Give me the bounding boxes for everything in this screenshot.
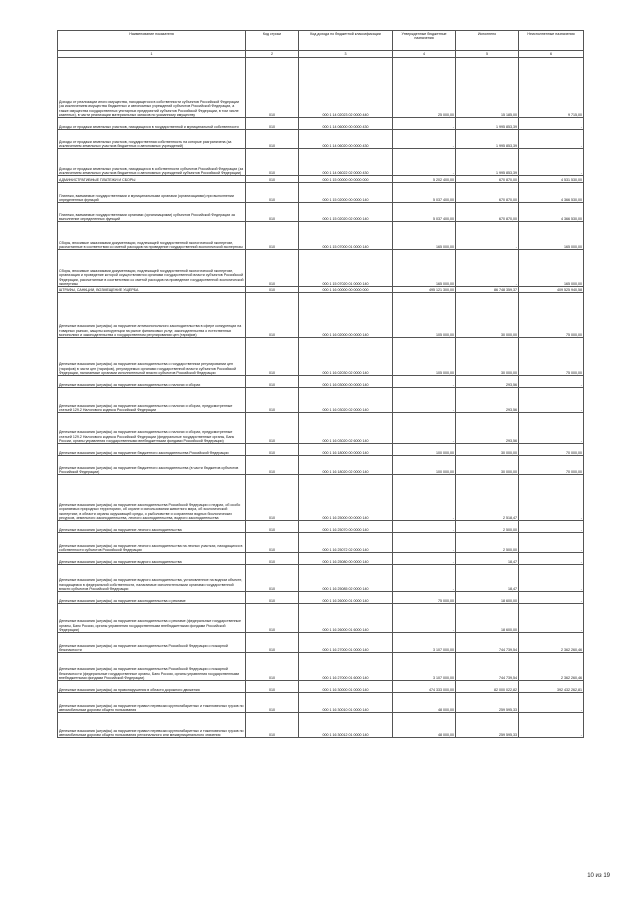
row-indicator-name: Платежи, взимаемые государственными органами (организациями) субъектов Российской Федерации за выполнение определенных функций xyxy=(58,203,246,222)
row-budget-code: 000 1 16 30010 01 0000 140 xyxy=(299,693,393,713)
row-approved-value: 474 333 000,00 xyxy=(393,681,456,693)
row-line-code: 010 xyxy=(246,176,299,183)
row-line-code: 010 xyxy=(246,287,299,293)
table-row xyxy=(58,444,584,456)
row-approved-value: - xyxy=(393,604,456,633)
row-unexecuted-value: 70 000,00 xyxy=(519,444,584,456)
row-approved-value: 3 107 000,00 xyxy=(393,633,456,653)
table-row xyxy=(58,388,584,413)
row-executed-value: 82 000 022,82 xyxy=(456,681,519,693)
row-unexecuted-value: 4 531 530,00 xyxy=(519,176,584,183)
row-indicator-name: Денежные взыскания (штрафы) за нарушение правил перевозки крупногабаритных и тяжеловесных грузов по автомобильным дорогам общего пользования xyxy=(58,693,246,713)
row-line-code: 010 xyxy=(246,118,299,130)
row-executed-value: 18 600,00 xyxy=(456,592,519,604)
row-executed-value: 1 995 853,39 xyxy=(456,130,519,149)
row-line-code: 010 xyxy=(246,338,299,376)
row-unexecuted-value: - xyxy=(519,553,584,565)
row-line-code: 010 xyxy=(246,592,299,604)
table-row xyxy=(58,222,584,250)
table-row xyxy=(58,149,584,176)
row-budget-code: 000 1 16 30000 01 0000 140 xyxy=(299,681,393,693)
table-row xyxy=(58,653,584,681)
row-indicator-name: Денежные взыскания (штрафы) за нарушение законодательства Российской Федерации о недрах, об особо охраняемых природных территориях, об охране и использовании животного мира, об экологической экспертизе, в области охраны окружающей среды, о рыболовстве и сохранении водных биологических ресурсов, земельного законодательства, лесного законодательства, водного законодательства xyxy=(58,475,246,521)
row-approved-value: 100 000,00 xyxy=(393,444,456,456)
row-executed-value: 2 500,00 xyxy=(456,533,519,553)
row-line-code: 010 xyxy=(246,250,299,287)
table-row xyxy=(58,293,584,338)
row-executed-value: 293,56 xyxy=(456,388,519,413)
header-line-code: Код строки xyxy=(246,31,299,51)
row-indicator-name: Денежные взыскания (штрафы) за нарушение правил перевозки крупногабаритных и тяжеловесных грузов по автомобильным дорогам общего пользования регионального или межмуниципального значения xyxy=(58,713,246,738)
row-indicator-name: Денежные взыскания (штрафы) за правонарушения в области дорожного движения xyxy=(58,681,246,693)
row-unexecuted-value: 165 000,00 xyxy=(519,222,584,250)
row-line-code: 010 xyxy=(246,203,299,222)
row-budget-code: 000 1 16 25080 00 0000 140 xyxy=(299,553,393,565)
row-executed-value: 18 600,00 xyxy=(456,604,519,633)
column-number: 3 xyxy=(299,51,393,58)
row-indicator-name: Денежные взыскания (штрафы) за нарушение водного законодательства xyxy=(58,553,246,565)
row-unexecuted-value: 70 000,00 xyxy=(519,456,584,475)
header-indicator-name: Наименование показателя xyxy=(58,31,246,51)
row-unexecuted-value: - xyxy=(519,130,584,149)
row-unexecuted-value: 392 432 262,81 xyxy=(519,681,584,693)
row-approved-value: 5 037 400,00 xyxy=(393,183,456,203)
row-budget-code: 000 1 15 07000 01 0000 140 xyxy=(299,222,393,250)
row-executed-value: 30 000,00 xyxy=(456,338,519,376)
row-executed-value: - xyxy=(456,250,519,287)
row-unexecuted-value: 409 525 940,58 xyxy=(519,287,584,293)
page-number: 10 из 19 xyxy=(587,873,610,879)
row-unexecuted-value: - xyxy=(519,376,584,388)
row-executed-value: 259 595,33 xyxy=(456,713,519,738)
row-approved-value: - xyxy=(393,521,456,533)
row-budget-code: 000 1 16 25085 02 0000 140 xyxy=(299,565,393,592)
row-line-code: 010 xyxy=(246,713,299,738)
table-row xyxy=(58,130,584,149)
row-line-code: 010 xyxy=(246,521,299,533)
table-row xyxy=(58,604,584,633)
row-budget-code: 000 1 16 03020 02 6000 140 xyxy=(299,413,393,444)
row-indicator-name: Денежные взыскания (штрафы) за нарушение бюджетного законодательства Российской Федерации xyxy=(58,444,246,456)
row-executed-value: 744 739,54 xyxy=(456,653,519,681)
table-row xyxy=(58,681,584,693)
row-unexecuted-value: - xyxy=(519,388,584,413)
row-approved-value: - xyxy=(393,118,456,130)
row-indicator-name: Денежные взыскания (штрафы) за нарушение законодательства о рекламе xyxy=(58,592,246,604)
row-approved-value: 3 107 000,00 xyxy=(393,653,456,681)
row-approved-value: - xyxy=(393,413,456,444)
row-unexecuted-value: 4 366 530,00 xyxy=(519,203,584,222)
row-approved-value: 5 202 400,00 xyxy=(393,176,456,183)
row-line-code: 010 xyxy=(246,533,299,553)
row-unexecuted-value: - xyxy=(519,592,584,604)
row-budget-code: 000 1 16 02000 00 0000 140 xyxy=(299,293,393,338)
column-number: 1 xyxy=(58,51,246,58)
row-line-code: 010 xyxy=(246,183,299,203)
row-indicator-name: Сборы, вносимые заказчиками документации, подлежащей государственной экологической экспертизе, рассчитанные в соответствии со сметой расходов на проведение государственной экологической экспертизы xyxy=(58,222,246,250)
header-unexecuted: Неисполненные назначения xyxy=(519,31,584,51)
row-indicator-name: Денежные взыскания (штрафы) за нарушение законодательства Российской Федерации о пожарной безопасности xyxy=(58,633,246,653)
row-approved-value: 100 000,00 xyxy=(393,456,456,475)
row-line-code: 010 xyxy=(246,222,299,250)
header-budget-code: Код дохода по бюджетной классификации xyxy=(299,31,393,51)
row-line-code: 010 xyxy=(246,456,299,475)
table-row xyxy=(58,118,584,130)
row-line-code: 010 xyxy=(246,444,299,456)
row-line-code: 010 xyxy=(246,130,299,149)
row-line-code: 010 xyxy=(246,681,299,693)
table-row xyxy=(58,203,584,222)
row-executed-value: 670 870,00 xyxy=(456,183,519,203)
row-line-code: 010 xyxy=(246,413,299,444)
row-unexecuted-value: 9 715,00 xyxy=(519,58,584,118)
row-executed-value: 670 870,00 xyxy=(456,203,519,222)
table-header-row xyxy=(58,31,584,51)
row-budget-code: 000 1 16 03000 00 0000 140 xyxy=(299,376,393,388)
row-unexecuted-value: - xyxy=(519,413,584,444)
table-row xyxy=(58,413,584,444)
row-indicator-name: АДМИНИСТРАТИВНЫЕ ПЛАТЕЖИ И СБОРЫ xyxy=(58,176,246,183)
table-body xyxy=(58,58,584,738)
row-executed-value: 2 518,47 xyxy=(456,475,519,521)
row-budget-code: 000 1 16 27000 01 6000 140 xyxy=(299,653,393,681)
row-indicator-name: Денежные взыскания (штрафы) за нарушение водного законодательства, установленное на водном объекте, находящемся в федеральной собственности, налагаемые исполнительными органами государственной власти субъектов Российской Федерации xyxy=(58,565,246,592)
row-line-code: 010 xyxy=(246,653,299,681)
row-indicator-name: Денежные взыскания (штрафы) за нарушение законодательства о налогах и сборах, предусмотренные статьей 129.2 Налогового кодекса Российской Федерации (федеральные государственные органы, Банк России, органы управления государственными внебюджетными фондами Российской Федерации) xyxy=(58,413,246,444)
table-row xyxy=(58,565,584,592)
row-indicator-name: Платежи, взимаемые государственными и муниципальными органами (организациями) при выполнении определенных функций xyxy=(58,183,246,203)
row-line-code: 010 xyxy=(246,388,299,413)
table-row xyxy=(58,176,584,183)
row-unexecuted-value: - xyxy=(519,475,584,521)
row-executed-value: 293,56 xyxy=(456,376,519,388)
row-indicator-name: Денежные взыскания (штрафы) за нарушение антимонопольного законодательства в сфере конкуренции на товарных рынках, защиты конкуренции на рынке финансовых услуг, законодательства о естественных монополиях и законодательства о государственном регулировании цен (тарифов) xyxy=(58,293,246,338)
row-line-code: 010 xyxy=(246,633,299,653)
row-budget-code: 000 1 16 18020 02 0000 140 xyxy=(299,456,393,475)
row-executed-value: 1 995 853,39 xyxy=(456,149,519,176)
row-indicator-name: Денежные взыскания (штрафы) за нарушение законодательства Российской Федерации о пожарной безопасности (федеральные государственные органы, Банк России, органы управления государственными внебюджетными фондами Российской Федерации) xyxy=(58,653,246,681)
table-row xyxy=(58,58,584,118)
row-budget-code: 000 1 16 25072 02 0000 140 xyxy=(299,533,393,553)
row-budget-code: 000 1 16 02030 02 0000 140 xyxy=(299,338,393,376)
row-budget-code: 000 1 16 00000 00 0000 000 xyxy=(299,287,393,293)
row-budget-code: 000 1 15 02000 00 0000 140 xyxy=(299,183,393,203)
row-budget-code: 000 1 16 25070 00 0000 140 xyxy=(299,521,393,533)
row-unexecuted-value: 4 366 530,00 xyxy=(519,183,584,203)
row-executed-value: 2 500,00 xyxy=(456,521,519,533)
row-budget-code: 000 1 16 27000 01 0000 140 xyxy=(299,633,393,653)
row-line-code: 010 xyxy=(246,565,299,592)
row-executed-value: 30 000,00 xyxy=(456,293,519,338)
row-executed-value: 18,47 xyxy=(456,553,519,565)
row-approved-value: 25 000,00 xyxy=(393,58,456,118)
row-line-code: 010 xyxy=(246,475,299,521)
header-executed: Исполнено xyxy=(456,31,519,51)
row-executed-value: 259 595,33 xyxy=(456,693,519,713)
row-indicator-name: Сборы, вносимые заказчиками документации, подлежащей государственной экологической экспертизе, организация и проведение которой осуществляются органами государственной власти субъектов Российской Федерации, рассчитанные в соответствии со сметой расходов на проведение государственной экологической экспертизы xyxy=(58,250,246,287)
table-row xyxy=(58,475,584,521)
row-approved-value: - xyxy=(393,149,456,176)
row-executed-value: 18,47 xyxy=(456,565,519,592)
row-budget-code: 000 1 16 30012 01 0000 140 xyxy=(299,713,393,738)
row-line-code: 010 xyxy=(246,604,299,633)
row-approved-value: 495 121 300,00 xyxy=(393,287,456,293)
row-line-code: 010 xyxy=(246,293,299,338)
row-budget-code: 000 1 16 03020 02 0000 140 xyxy=(299,388,393,413)
table-row xyxy=(58,553,584,565)
table-row xyxy=(58,713,584,738)
table-row xyxy=(58,521,584,533)
row-indicator-name: Доходы от продажи земельных участков, находящихся в собственности субъектов Российской Федерации (за исключением земельных участков бюджетных и автономных учреждений субъектов Российской Федерации) xyxy=(58,149,246,176)
row-approved-value: 75 000,00 xyxy=(393,592,456,604)
row-budget-code: 000 1 14 06020 00 0000 430 xyxy=(299,130,393,149)
row-executed-value: 86 748 359,37 xyxy=(456,287,519,293)
row-budget-code: 000 1 16 18000 00 0000 140 xyxy=(299,444,393,456)
row-approved-value: 165 000,00 xyxy=(393,222,456,250)
row-unexecuted-value: 75 000,00 xyxy=(519,293,584,338)
row-line-code: 010 xyxy=(246,376,299,388)
row-line-code: 010 xyxy=(246,149,299,176)
row-indicator-name: Денежные взыскания (штрафы) за нарушение законодательства о рекламе (федеральные государственные органы, Банк России, органы управления государственными внебюджетными фондами Российской Федерации) xyxy=(58,604,246,633)
row-budget-code: 000 1 16 26000 01 6000 140 xyxy=(299,604,393,633)
table-row xyxy=(58,456,584,475)
column-number: 2 xyxy=(246,51,299,58)
row-unexecuted-value: - xyxy=(519,521,584,533)
row-approved-value: - xyxy=(393,130,456,149)
row-approved-value: - xyxy=(393,475,456,521)
row-budget-code: 000 1 14 06000 00 0000 430 xyxy=(299,118,393,130)
row-budget-code: 000 1 15 02020 02 0000 140 xyxy=(299,203,393,222)
row-indicator-name: ШТРАФЫ, САНКЦИИ, ВОЗМЕЩЕНИЕ УЩЕРБА xyxy=(58,287,246,293)
row-executed-value: 15 185,00 xyxy=(456,58,519,118)
table-row xyxy=(58,338,584,376)
row-executed-value: 293,56 xyxy=(456,413,519,444)
row-line-code: 010 xyxy=(246,693,299,713)
row-approved-value: - xyxy=(393,533,456,553)
row-executed-value: - xyxy=(456,222,519,250)
row-executed-value: 30 000,00 xyxy=(456,456,519,475)
row-executed-value: 1 995 853,39 xyxy=(456,118,519,130)
row-unexecuted-value: 165 000,00 xyxy=(519,250,584,287)
row-unexecuted-value: 2 362 260,46 xyxy=(519,653,584,681)
row-approved-value: - xyxy=(393,565,456,592)
table-row xyxy=(58,693,584,713)
row-indicator-name: Денежные взыскания (штрафы) за нарушение лесного законодательства на лесных участках, находящихся в собственности субъектов Российской Федерации xyxy=(58,533,246,553)
budget-execution-table xyxy=(57,30,584,738)
row-indicator-name: Денежные взыскания (штрафы) за нарушение лесного законодательства xyxy=(58,521,246,533)
row-unexecuted-value: - xyxy=(519,118,584,130)
row-approved-value: - xyxy=(393,376,456,388)
row-budget-code: 000 1 14 06022 02 0000 430 xyxy=(299,149,393,176)
table-row xyxy=(58,533,584,553)
table-row xyxy=(58,250,584,287)
row-unexecuted-value: - xyxy=(519,533,584,553)
table-row xyxy=(58,633,584,653)
row-budget-code: 000 1 14 02023 02 0000 440 xyxy=(299,58,393,118)
row-indicator-name: Денежные взыскания (штрафы) за нарушение законодательства о государственном регулировании цен (тарифов) в части цен (тарифов), регулируемых органами государственной власти субъектов Российской Федерации, налагаемые органами исполнительной власти субъектов Российской Федерации xyxy=(58,338,246,376)
row-approved-value: 48 000,00 xyxy=(393,693,456,713)
row-approved-value: 48 000,00 xyxy=(393,713,456,738)
row-indicator-name: Доходы от реализации иного имущества, находящегося в собственности субъектов Российской Федерации (за исключением имущества бюджетных и автономных учреждений субъектов Российской Федерации, а также имущества государственных унитарных предприятий субъектов Российской Федерации, в том числе казенных), в части реализации материальных запасов по указанному имуществу xyxy=(58,58,246,118)
row-unexecuted-value: - xyxy=(519,693,584,713)
row-approved-value: 105 000,00 xyxy=(393,338,456,376)
table-row xyxy=(58,376,584,388)
row-unexecuted-value: 75 000,00 xyxy=(519,338,584,376)
row-unexecuted-value: - xyxy=(519,149,584,176)
row-approved-value: 165 000,00 xyxy=(393,250,456,287)
header-approved: Утвержденные бюджетные назначения xyxy=(393,31,456,51)
row-unexecuted-value: - xyxy=(519,713,584,738)
column-number: 4 xyxy=(393,51,456,58)
row-executed-value: 744 739,54 xyxy=(456,633,519,653)
row-indicator-name: Доходы от продажи земельных участков, государственная собственность на которые разграничена (за исключением земельных участков бюджетных и автономных учреждений) xyxy=(58,130,246,149)
row-budget-code: 000 1 16 26000 01 0000 140 xyxy=(299,592,393,604)
row-unexecuted-value: - xyxy=(519,604,584,633)
row-approved-value: - xyxy=(393,553,456,565)
row-unexecuted-value: 2 362 260,46 xyxy=(519,633,584,653)
row-approved-value: - xyxy=(393,388,456,413)
column-number: 6 xyxy=(519,51,584,58)
row-indicator-name: Доходы от продажи земельных участков, находящихся в государственной и муниципальной собственности xyxy=(58,118,246,130)
row-indicator-name: Денежные взыскания (штрафы) за нарушение законодательства о налогах и сборах, предусмотренные статьей 129.2 Налогового кодекса Российской Федерации xyxy=(58,388,246,413)
table-row xyxy=(58,592,584,604)
row-unexecuted-value: - xyxy=(519,565,584,592)
row-budget-code: 000 1 15 07020 01 0000 140 xyxy=(299,250,393,287)
row-budget-code: 000 1 16 25000 00 0000 140 xyxy=(299,475,393,521)
row-indicator-name: Денежные взыскания (штрафы) за нарушение бюджетного законодательства (в части бюджетов субъектов Российской Федерации) xyxy=(58,456,246,475)
row-approved-value: 105 000,00 xyxy=(393,293,456,338)
row-indicator-name: Денежные взыскания (штрафы) за нарушение законодательства о налогах и сборах xyxy=(58,376,246,388)
row-executed-value: 30 000,00 xyxy=(456,444,519,456)
row-line-code: 010 xyxy=(246,553,299,565)
row-budget-code: 000 1 15 00000 00 0000 000 xyxy=(299,176,393,183)
row-executed-value: 670 870,00 xyxy=(456,176,519,183)
table-row xyxy=(58,183,584,203)
column-number-row xyxy=(58,51,584,58)
row-approved-value: 5 037 400,00 xyxy=(393,203,456,222)
column-number: 5 xyxy=(456,51,519,58)
row-line-code: 010 xyxy=(246,58,299,118)
